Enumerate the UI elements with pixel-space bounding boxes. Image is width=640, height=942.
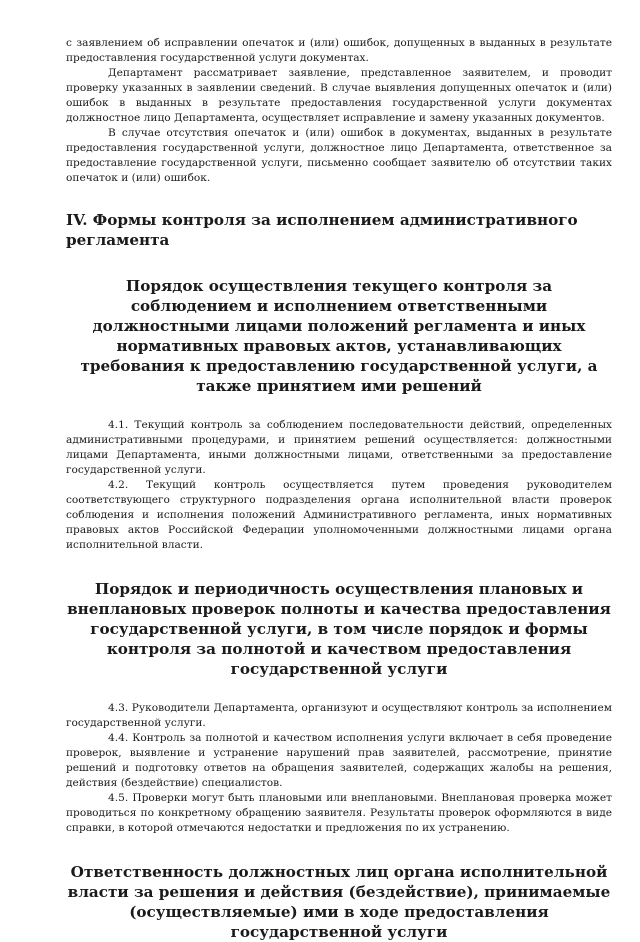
subsection-heading-responsibility: Ответственность должностных лиц органа исполнительной власти за решения и действия (бездействие), принимаемые (осуществляемые) ими в ходе предоставления государственной услуги [67,863,611,941]
subsection-heading-current-control: Порядок осуществления текущего контроля за соблюдением и исполнением ответственными должностными лицами положений регламента и иных нормативных правовых актов, устанавливающих требования к предоставлению государственной услуги, а также принятием ими решений [80,277,598,395]
section-heading-iv: IV. Формы контроля за исполнением административного регламента [66,211,578,249]
paragraph-4-3: 4.3. Руководители Департамента, организуют и осуществляют контроль за исполнением государственной услуги. [66,702,612,729]
spacer [66,679,612,701]
paragraph-department-review: Департамент рассматривает заявление, представленное заявителем, и проводит проверку указанных в заявлении сведений. В случае выявления допущенных опечаток и (или) ошибок в выданных в результате предоставления государственной услуги документах должностное лицо Департамента, осуществляет исправление и замену указанных документов. [66,67,612,124]
spacer [66,250,612,276]
subsection-heading-inspections: Порядок и периодичность осуществления плановых и внеплановых проверок полноты и качества предоставления государственной услуги, в том числе порядок и формы контроля за полнотой и качеством предоставления государственной услуги [67,580,611,678]
paragraph-4-2: 4.2. Текущий контроль осуществляется путем проведения руководителем соответствующего структурного подразделения органа исполнительной власти проверок соблюдения и исполнения положений Административного регламента, иных нормативных правовых актов Российской Федерации уполномоченными должностными лицами органа исполнительной власти. [66,479,612,551]
spacer [66,836,612,862]
spacer [66,553,612,579]
paragraph-no-errors: В случае отсутствия опечаток и (или) ошибок в документах, выданных в результате предоставления государственной услуги, должностное лицо Департамента, ответственное за предоставление государственной услуги, письменно сообщает заявителю об отсутствии таких опечаток и (или) ошибок. [66,127,612,184]
paragraph-continuation: с заявлением об исправлении опечаток и (или) ошибок, допущенных в выданных в результате предоставления государственной услуги документах. [66,37,612,64]
paragraph-4-4: 4.4. Контроль за полнотой и качеством исполнения услуги включает в себя проведение проверок, выявление и устранение нарушений прав заявителей, рассмотрение, принятие решений и подготовку ответов на обращения заявителей, содержащих жалобы на решения, действия (бездействие) специалистов. [66,732,612,789]
spacer [66,396,612,418]
paragraph-4-1: 4.1. Текущий контроль за соблюдением последовательности действий, определенных административными процедурами, и принятием решений осуществляется: должностными лицами Департамента, иными должностными лицами, ответственными за предоставление государственной услуги. [66,419,612,476]
paragraph-4-5: 4.5. Проверки могут быть плановыми или внеплановыми. Внеплановая проверка может проводиться по конкретному обращению заявителя. Результаты проверок оформляются в виде справки, в которой отмечаются недостатки и предложения по их устранению. [66,792,612,834]
